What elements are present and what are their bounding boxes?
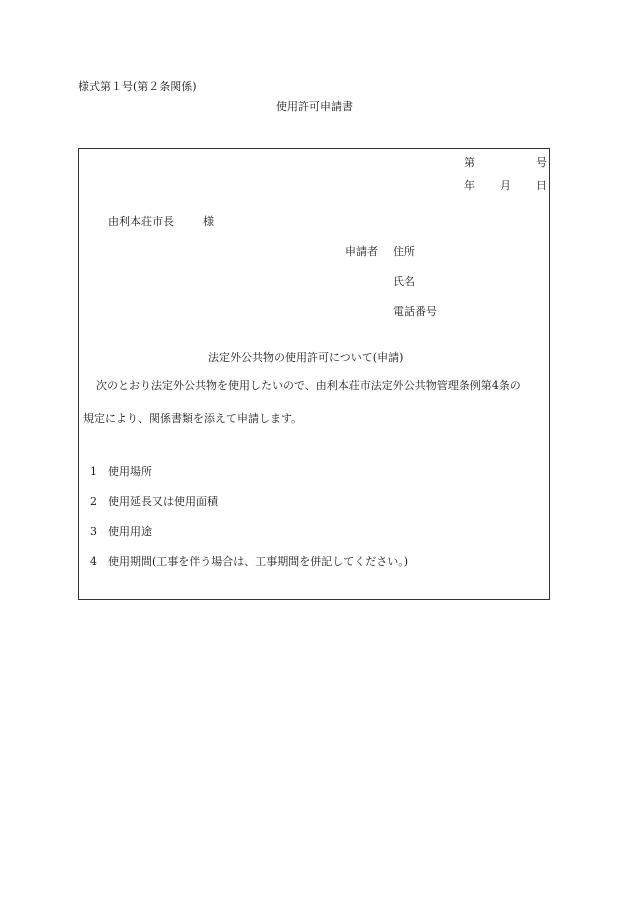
applicant-address-label: 住所 bbox=[393, 245, 415, 258]
form-number-label: 様式第１号(第２条関係) bbox=[78, 80, 197, 93]
applicant-label: 申請者 bbox=[345, 245, 378, 258]
date-month-label: 月 bbox=[500, 179, 511, 192]
item-number: 3 bbox=[90, 525, 97, 538]
body-text-line-2: 規定により、関係書類を添えて申請します。 bbox=[83, 412, 303, 425]
addressee-honorific: 様 bbox=[203, 215, 214, 228]
form-title: 使用許可申請書 bbox=[276, 100, 353, 113]
item-label: 使用期間(工事を伴う場合は、工事期間を併記してください。) bbox=[108, 555, 409, 568]
body-text-line-1: 次のとおり法定外公共物を使用したいので、由利本荘市法定外公共物管理条例第4条の bbox=[96, 379, 521, 392]
applicant-phone-label: 電話番号 bbox=[393, 305, 437, 318]
date-year-label: 年 bbox=[464, 179, 475, 192]
item-label: 使用場所 bbox=[108, 465, 152, 478]
item-number: 2 bbox=[90, 495, 97, 508]
subject-line: 法定外公共物の使用許可について(申請) bbox=[208, 351, 404, 364]
item-label: 使用延長又は使用面積 bbox=[108, 495, 218, 508]
item-number: 1 bbox=[90, 465, 97, 478]
item-label: 使用用途 bbox=[108, 525, 152, 538]
applicant-name-label: 氏名 bbox=[393, 275, 415, 288]
document-number-suffix: 号 bbox=[536, 156, 547, 169]
item-number: 4 bbox=[90, 555, 97, 568]
document-number-prefix: 第 bbox=[464, 156, 475, 169]
date-day-label: 日 bbox=[536, 179, 547, 192]
addressee-name: 由利本荘市長 bbox=[108, 215, 174, 228]
